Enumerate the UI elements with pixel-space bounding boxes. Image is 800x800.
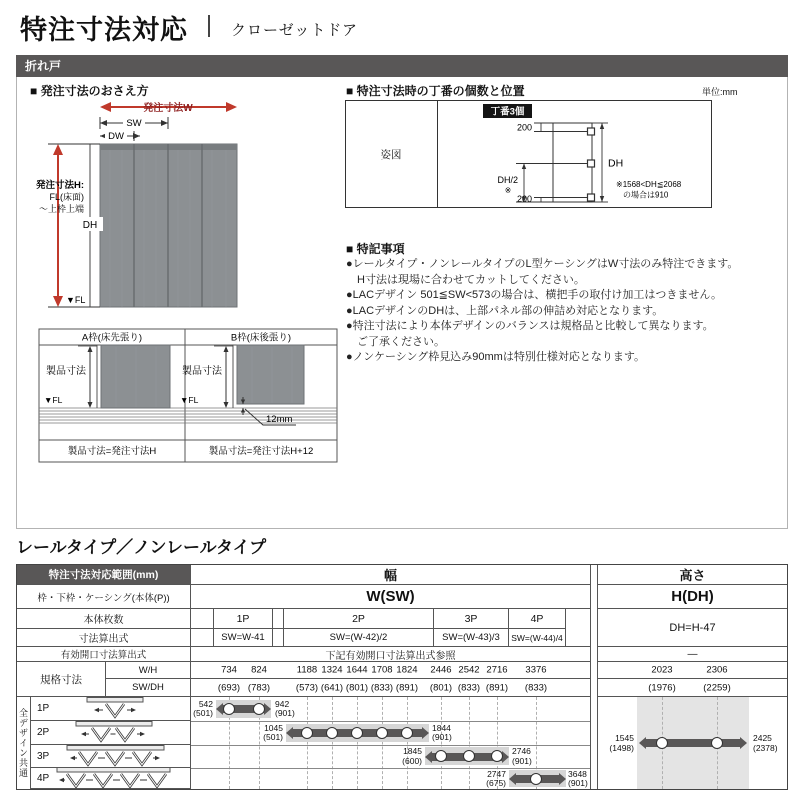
figure-label-text: 姿図 xyxy=(380,148,402,161)
order-width-arrow xyxy=(100,101,237,114)
h-value: 2306 xyxy=(706,664,728,676)
range-max-label: 1844 (901) xyxy=(432,722,452,742)
w-value: 1708 xyxy=(371,664,393,676)
empty-cell xyxy=(273,629,284,647)
empty-cell xyxy=(566,609,591,647)
w-value: 1324 xyxy=(321,664,343,676)
sw-value: (801) xyxy=(429,682,453,693)
size-dot xyxy=(401,727,413,739)
dim-dh2-mark: ※ xyxy=(504,186,512,195)
frame-a-title: A枠(床先張り) xyxy=(81,332,143,344)
fl-label: ▼FL xyxy=(66,295,86,305)
sw-value: (833) xyxy=(370,682,394,693)
spec-table xyxy=(16,564,788,790)
col-4p: 4P xyxy=(509,609,566,629)
standard-label-cell: 規格寸法 xyxy=(17,662,106,697)
order-height-label-3: 〜上枠上端 xyxy=(38,204,84,214)
folding-door-icon-2p xyxy=(54,721,172,744)
col-1p: 1P xyxy=(214,609,273,629)
sw-value: (891) xyxy=(395,682,419,693)
dim-dh2: DH/2 xyxy=(497,175,518,185)
w-value: 2716 xyxy=(486,664,508,676)
row-separator xyxy=(191,721,590,722)
sw-value: (573) xyxy=(295,682,319,693)
col-2p: 2P xyxy=(284,609,434,629)
size-dot xyxy=(530,773,542,785)
frame-b-title: B枠(床後張り) xyxy=(230,332,292,344)
w-values-row xyxy=(191,662,591,679)
folding-door-icon-1p xyxy=(54,697,172,720)
order-height-label-2: FL(床面) xyxy=(49,192,84,202)
formula-3p: SW=(W-43)/3 xyxy=(434,629,509,647)
order-height-label-1: 発注寸法H: xyxy=(35,180,84,191)
range-max-label: 3648 (901) xyxy=(568,768,588,788)
order-height-arrow xyxy=(53,144,63,307)
row-2p xyxy=(31,721,191,745)
width-range-chart xyxy=(191,697,591,789)
page-title: 特注寸法対応 xyxy=(20,15,188,45)
notes-section-title: ■ 特記事項 xyxy=(346,242,405,256)
wh-label-cell: W/H xyxy=(106,662,191,679)
row-3p xyxy=(31,745,191,768)
hinge-section-title: ■ 特注寸法時の丁番の個数と位置 xyxy=(346,84,525,98)
page-subtitle: クローゼットドア xyxy=(231,22,358,39)
hinge-count-badge-text: 丁番3個 xyxy=(490,106,525,118)
frame-label-cell: 枠・下枠・ケーシング(本体(P)) xyxy=(17,585,191,609)
size-dot xyxy=(253,703,265,715)
dh-value: (2259) xyxy=(703,682,731,693)
size-dot xyxy=(435,750,447,762)
size-dot xyxy=(301,727,313,739)
wsw-cell: W(SW) xyxy=(191,585,591,609)
frame-a-fl-label: ▼FL xyxy=(44,395,63,405)
frame-a-formula: 製品寸法=発注寸法H xyxy=(67,446,157,457)
sw-value: (801) xyxy=(345,682,369,693)
h-values-row xyxy=(597,662,787,679)
empty-cell xyxy=(191,629,214,647)
frame-b-door xyxy=(237,345,304,404)
formula-label-cell: 寸法算出式 xyxy=(17,629,191,647)
col-3p: 3P xyxy=(434,609,509,629)
size-dot xyxy=(223,703,235,715)
hdh-cell: H(DH) xyxy=(597,585,787,609)
notes-list xyxy=(346,257,786,366)
note-item: ●LACデザインのDHは、上部パネル部の伸詰め対応となります。 xyxy=(346,304,664,317)
note-item: ●レールタイプ・ノンレールタイプのL型ケーシングはW寸法のみ特注できます。 xyxy=(346,258,739,270)
empty-cell xyxy=(191,609,214,629)
w-value: 2446 xyxy=(430,664,452,676)
note-item: ●ノンケーシング枠見込み90mmは特別仕様対応となります。 xyxy=(346,351,645,363)
order-dimension-diagram xyxy=(30,96,340,314)
w-value: 1824 xyxy=(396,664,418,676)
folding-door-icon-3p xyxy=(54,745,172,768)
hinge-figure-label xyxy=(345,100,438,208)
door-panels-graphic xyxy=(100,144,237,307)
sw-values-row xyxy=(191,679,591,697)
row-2p-label: 2P xyxy=(37,727,50,738)
hinge-note-line2: の場合は910 xyxy=(623,190,669,200)
row-3p-label: 3P xyxy=(37,750,50,762)
height-range-chart xyxy=(597,697,787,789)
note-item: ●特注寸法により本体デザインのバランスは規格品と比較して異なります。 xyxy=(346,320,714,332)
formula-4p: SW=(W-44)/4 xyxy=(509,629,566,647)
folding-door-icon-4p xyxy=(54,767,172,790)
guide-line xyxy=(357,697,358,789)
w-value: 824 xyxy=(251,664,267,676)
dw-label: DW xyxy=(108,131,124,142)
note-item-cont: H寸法は現場に合わせてカットしてください。 xyxy=(357,273,585,286)
order-width-label: 発注寸法W xyxy=(143,103,193,114)
size-dot xyxy=(711,737,723,749)
note-item-cont: ご了承ください。 xyxy=(357,335,445,348)
dh-value: (1976) xyxy=(648,682,676,693)
swdh-label-cell: SW/DH xyxy=(106,679,191,697)
h-value: 2023 xyxy=(651,664,673,676)
hinge-position-diagram xyxy=(438,100,712,208)
range-min-label: 2747 (675) xyxy=(486,768,506,788)
height-formula-cell: DH=H-47 xyxy=(597,609,787,647)
door-edge-outline xyxy=(553,123,592,202)
size-dot xyxy=(326,727,338,739)
opening-label-cell: 有効開口寸法算出式 xyxy=(17,647,191,662)
width-header-cell: 幅 xyxy=(191,565,591,585)
dim-top-200: 200 xyxy=(516,122,532,133)
size-dot xyxy=(491,750,503,762)
row-separator xyxy=(191,768,590,769)
order-section-title: ■ 発注寸法のおさえ方 xyxy=(30,84,149,98)
dh-values-row xyxy=(597,679,787,697)
guide-line xyxy=(382,697,383,789)
range-min-label: 542 (501) xyxy=(193,698,213,718)
range-min-label: 1845 (600) xyxy=(402,746,422,766)
w-value: 1188 xyxy=(296,664,318,676)
frame-b-fl-label: ▼FL xyxy=(180,395,199,405)
dh-label: DH xyxy=(82,220,98,231)
sw-value: (783) xyxy=(247,682,271,693)
formula-2p: SW=(W-42)/2 xyxy=(284,629,434,647)
w-value: 3376 xyxy=(525,664,547,676)
sw-value: (891) xyxy=(485,682,509,693)
sw-value: (641) xyxy=(320,682,344,693)
opening-note-cell: 下記有効開口寸法算出式参照 xyxy=(191,647,591,662)
frame-a-door xyxy=(101,345,170,408)
height-header-cell: 高さ xyxy=(597,565,787,585)
sw-value: (833) xyxy=(457,682,481,693)
guide-line xyxy=(407,697,408,789)
dim-bottom-200: 200 xyxy=(516,194,532,204)
w-value: 734 xyxy=(221,664,237,676)
height-max-label: 2425 (2378) xyxy=(753,733,778,753)
frame-a-dim-label: 製品寸法 xyxy=(46,366,86,377)
frame-type-diagram xyxy=(30,325,340,465)
guide-line xyxy=(332,697,333,789)
row-4p-label: 4P xyxy=(37,772,50,784)
empty-cell xyxy=(273,609,284,629)
sw-label: SW xyxy=(126,118,142,129)
rail-type-title: レールタイプ／ノンレールタイプ xyxy=(16,538,267,557)
size-dot xyxy=(463,750,475,762)
w-value: 2542 xyxy=(458,664,480,676)
panel-tab-oredo: 折れ戸 xyxy=(16,55,788,77)
range-min-label: 1045 (501) xyxy=(263,722,283,742)
size-dot xyxy=(376,727,388,739)
sw-value: (693) xyxy=(217,682,241,693)
panels-label-cell: 本体枚数 xyxy=(17,609,191,629)
height-min-label: 1545 (1498) xyxy=(609,733,634,753)
dim-dh: DH xyxy=(608,157,624,170)
size-dot xyxy=(656,737,668,749)
sw-value: (833) xyxy=(524,682,548,693)
unit-label: 単位:mm xyxy=(702,87,738,97)
formula-1p: SW=W-41 xyxy=(214,629,273,647)
title-separator xyxy=(208,15,210,37)
gap-label: 12mm xyxy=(266,414,293,425)
w-value: 1644 xyxy=(346,664,368,676)
range-max-label: 2746 (901) xyxy=(512,746,532,766)
range-header-cell: 特注寸法対応範囲(mm) xyxy=(17,565,191,585)
range-max-label: 942 (901) xyxy=(275,698,295,718)
note-item: ●LACデザイン 501≦SW<573の場合は、横把手の取付け加工はつきません。 xyxy=(346,289,723,301)
row-4p xyxy=(31,768,191,789)
frame-b-formula: 製品寸法=発注寸法H+12 xyxy=(208,446,314,457)
guide-line xyxy=(441,697,442,789)
row-1p xyxy=(31,697,191,721)
opening-height-cell: — xyxy=(597,647,787,662)
hinge-note-line1: ※1568<DH≦2068 xyxy=(616,180,682,189)
guide-line xyxy=(307,697,308,789)
common-label-cell: 全デザイン共通 xyxy=(17,697,31,789)
row-1p-label: 1P xyxy=(37,703,50,714)
size-dot xyxy=(351,727,363,739)
frame-b-dim-label: 製品寸法 xyxy=(182,366,222,377)
